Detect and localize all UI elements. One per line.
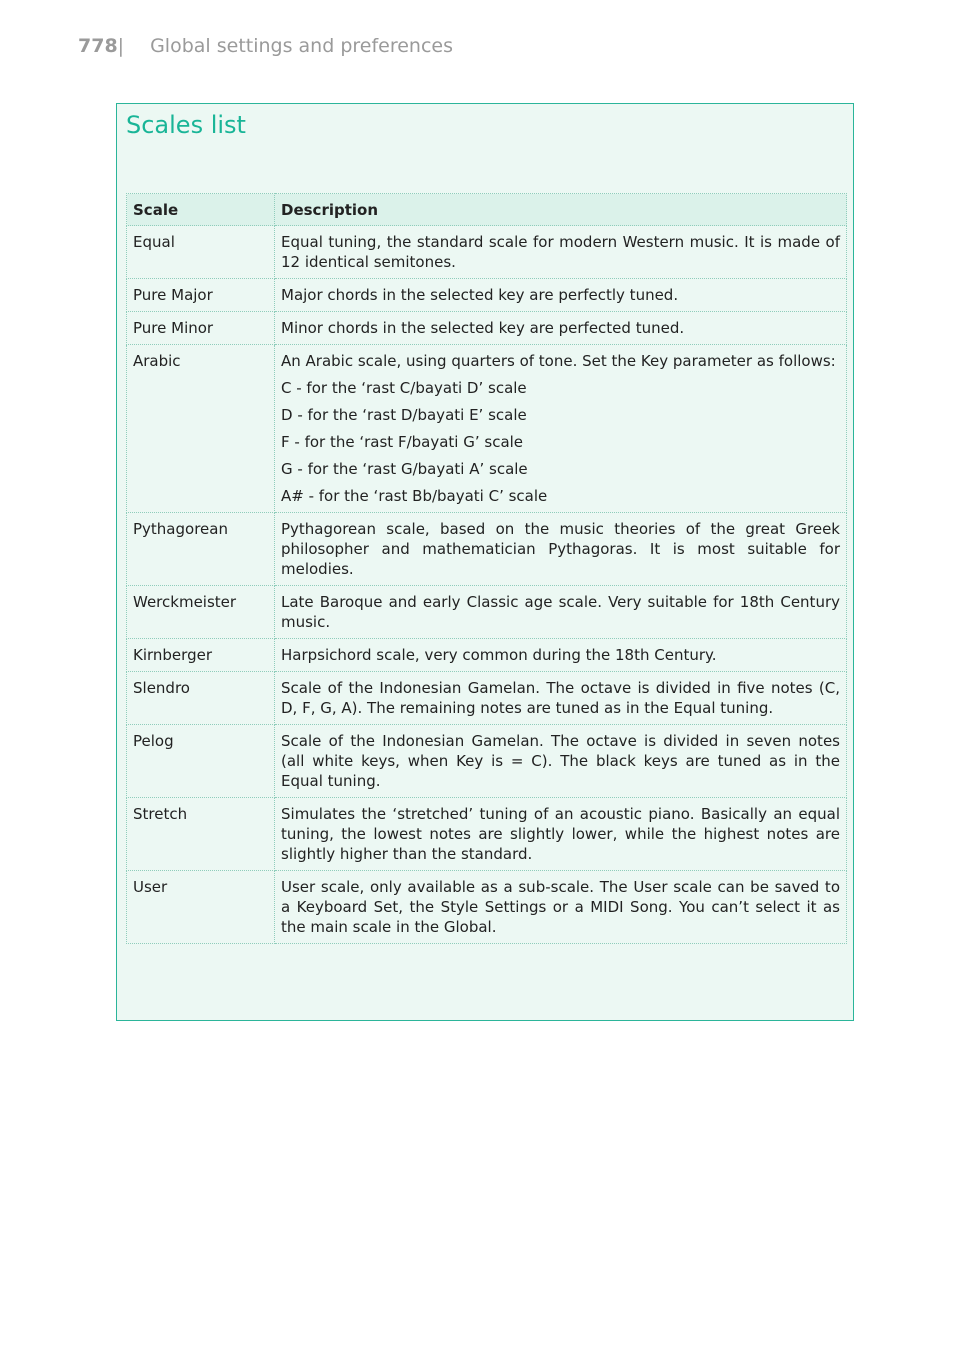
- header-separator: |: [117, 35, 125, 57]
- scale-description-cell: [275, 798, 847, 871]
- scale-name-cell: Pythagorean: [127, 513, 275, 586]
- table-header-row: [127, 194, 847, 226]
- page-header: [78, 33, 453, 59]
- table-row: [127, 725, 847, 798]
- table-row: [127, 672, 847, 725]
- scale-description-cell: [275, 672, 847, 725]
- table-row: [127, 345, 847, 513]
- section-title: Global settings and preferences: [150, 35, 454, 57]
- description-line: Minor chords in the selected key are perfected tuned.: [281, 319, 685, 337]
- page-number: 778: [78, 35, 118, 57]
- description-line: G - for the ‘rast G/bayati A’ scale: [281, 460, 528, 478]
- table-row: [127, 639, 847, 672]
- scale-name-cell: Werckmeister: [127, 586, 275, 639]
- column-header-scale: Scale: [127, 194, 275, 226]
- table-row: [127, 586, 847, 639]
- description-line: Late Baroque and early Classic age scale. Very suitable for 18th Century music.: [281, 593, 840, 631]
- description-line: Simulates the ‘stretched’ tuning of an acoustic piano. Basically an equal tuning, the lowest notes are slightly lower, while the highest notes are slightly higher than the standard.: [281, 805, 840, 863]
- scale-description-cell: [275, 312, 847, 345]
- box-title: Scales list: [126, 111, 246, 139]
- scales-table-body: [127, 226, 847, 944]
- scale-name-cell: User: [127, 871, 275, 944]
- scale-description-cell: [275, 639, 847, 672]
- scale-description-cell: [275, 586, 847, 639]
- table-row: [127, 279, 847, 312]
- table-row: [127, 798, 847, 871]
- table-row: [127, 226, 847, 279]
- description-line: F - for the ‘rast F/bayati G’ scale: [281, 433, 524, 451]
- description-line: Scale of the Indonesian Gamelan. The octave is divided in five notes (C, D, F, G, A). The remaining notes are tuned as in the Equal tuning.: [281, 679, 840, 717]
- scale-name-cell: Pelog: [127, 725, 275, 798]
- scale-description-cell: [275, 725, 847, 798]
- description-line: Harpsichord scale, very common during the 18th Century.: [281, 646, 717, 664]
- description-line: Major chords in the selected key are perfectly tuned.: [281, 286, 679, 304]
- table-row: [127, 871, 847, 944]
- scale-description-cell: [275, 513, 847, 586]
- scale-description-cell: [275, 279, 847, 312]
- scale-name-cell: Arabic: [127, 345, 275, 513]
- description-line: Pythagorean scale, based on the music theories of the great Greek philosopher and mathematician Pythagoras. It is most suitable for melodies.: [281, 520, 840, 578]
- scales-list-box: [116, 103, 854, 1021]
- scale-name-cell: Kirnberger: [127, 639, 275, 672]
- description-line: Scale of the Indonesian Gamelan. The octave is divided in seven notes (all white keys, when Key is = C). The black keys are tuned as in the Equal tuning.: [281, 732, 840, 790]
- scale-description-cell: [275, 226, 847, 279]
- scale-description-cell: [275, 871, 847, 944]
- description-line: User scale, only available as a sub-scale. The User scale can be saved to a Keyboard Set, the Style Settings or a MIDI Song. You can’t select it as the main scale in the Global.: [281, 878, 840, 936]
- scale-name-cell: Pure Minor: [127, 312, 275, 345]
- description-line: C - for the ‘rast C/bayati D’ scale: [281, 379, 527, 397]
- column-header-description: Description: [275, 194, 847, 226]
- description-line: D - for the ‘rast D/bayati E’ scale: [281, 406, 527, 424]
- description-line: A# - for the ‘rast Bb/bayati C’ scale: [281, 487, 548, 505]
- scale-name-cell: Stretch: [127, 798, 275, 871]
- scales-table: [126, 193, 847, 944]
- scale-name-cell: Pure Major: [127, 279, 275, 312]
- scale-name-cell: Slendro: [127, 672, 275, 725]
- description-line: Equal tuning, the standard scale for modern Western music. It is made of 12 identical semitones.: [281, 233, 840, 271]
- scale-description-cell: [275, 345, 847, 513]
- description-line: An Arabic scale, using quarters of tone. Set the Key parameter as follows:: [281, 352, 836, 370]
- table-row: [127, 513, 847, 586]
- scale-name-cell: Equal: [127, 226, 275, 279]
- table-row: [127, 312, 847, 345]
